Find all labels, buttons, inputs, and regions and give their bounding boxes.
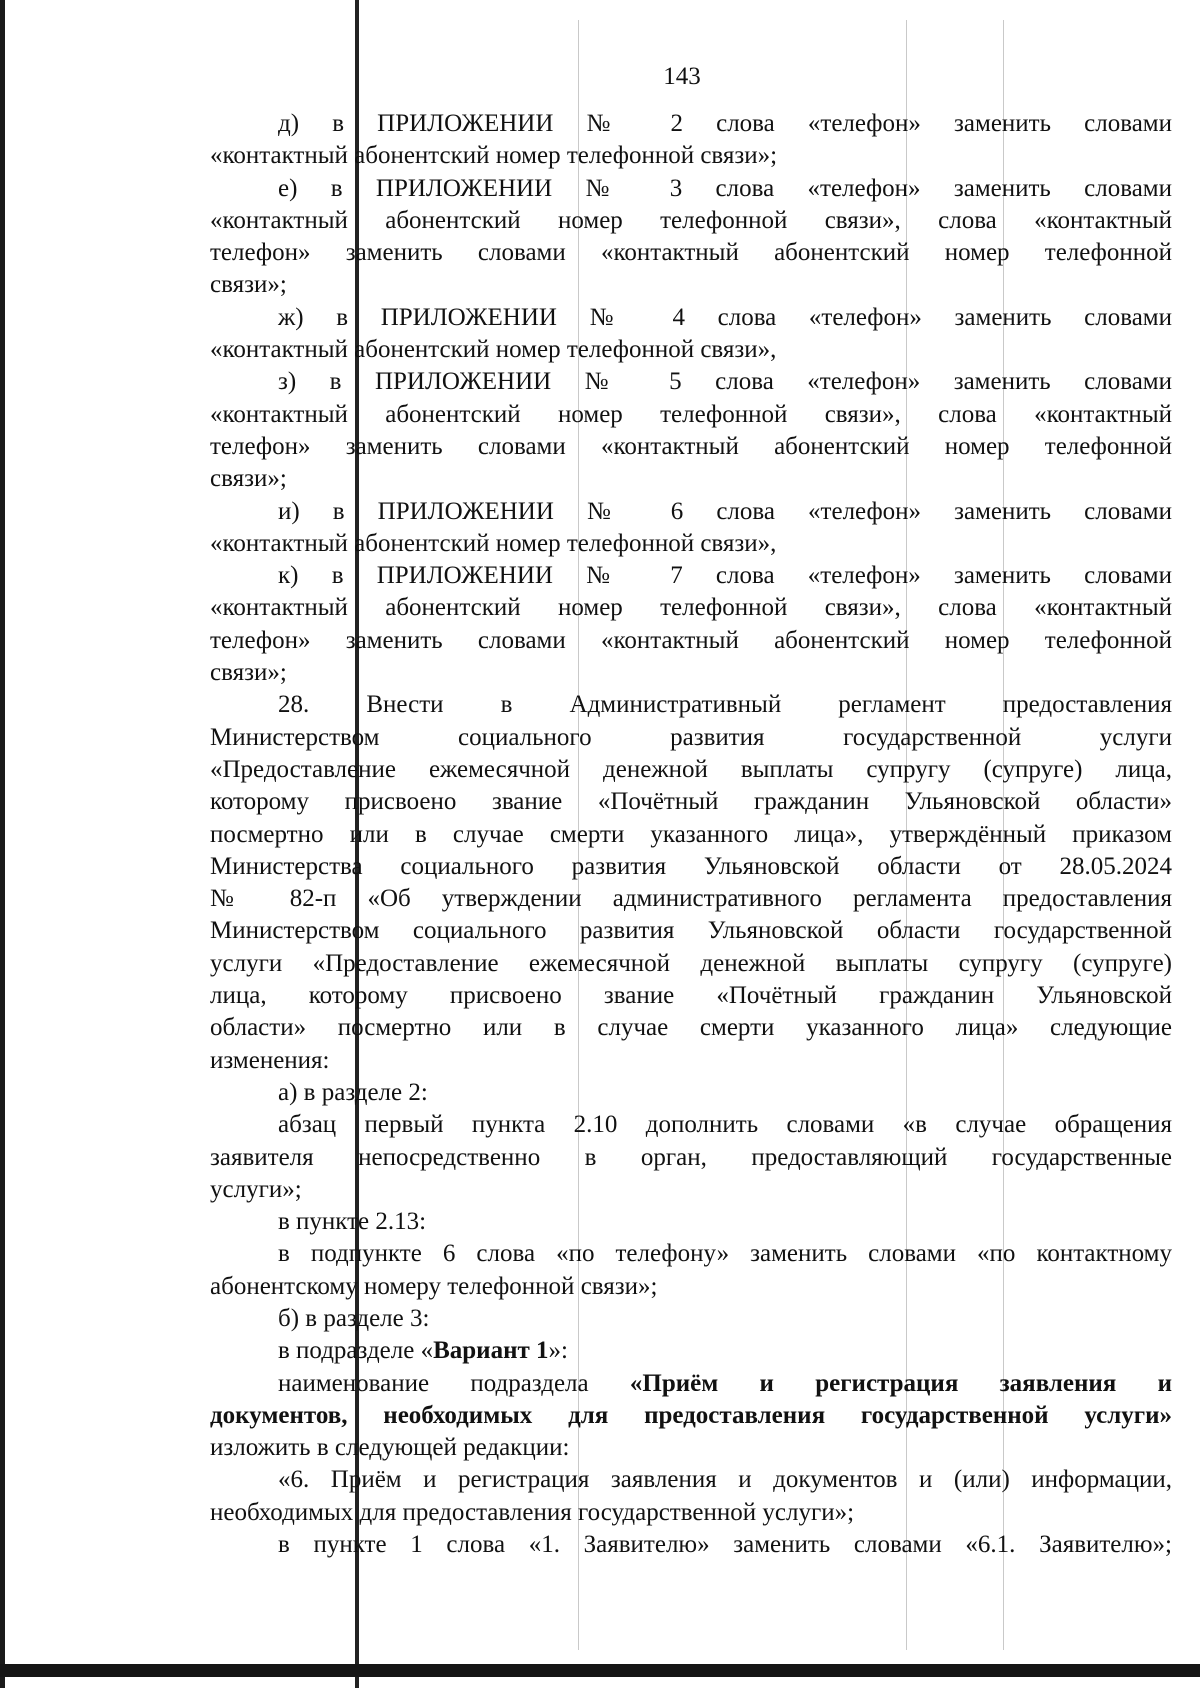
- bold-text: «Приём и регистрация заявления и: [629, 1369, 1172, 1397]
- text-line: «6. Приём и регистрация заявления и документов и (или) информации,: [278, 1466, 1172, 1494]
- text-line: б) в разделе 3:: [278, 1304, 430, 1332]
- text-line: «контактный абонентский номер телефонной связи»;: [210, 142, 778, 170]
- scan-bottom-edge: [0, 1664, 1200, 1677]
- item-e: [210, 173, 1172, 302]
- text-span: »:: [548, 1337, 568, 1365]
- text-line: в пункте 2.13:: [278, 1208, 427, 1236]
- item-zh: [210, 302, 1172, 367]
- paragraph-naming: [210, 1368, 1172, 1465]
- text-line: посмертно или в случае смерти указанного лица», утверждённый приказом: [210, 820, 1172, 848]
- item-i: [210, 496, 1172, 561]
- text-span: наименование подраздела: [278, 1369, 630, 1397]
- page-number: 143: [663, 63, 701, 90]
- paragraph-28: [210, 689, 1172, 1077]
- text-line: Министерством социального развития Ульяновской области государственной: [210, 917, 1172, 945]
- item-k: [210, 560, 1172, 689]
- text-line: 28. Внести в Административный регламент предоставления: [278, 691, 1172, 719]
- text-line: а) в разделе 2:: [278, 1078, 428, 1106]
- item-d: [210, 108, 1172, 173]
- text-line: связи»;: [210, 271, 287, 299]
- text-line: ж) в ПРИЛОЖЕНИИ № 4 слова «телефон» заменить словами: [278, 303, 1172, 331]
- text-line: з) в ПРИЛОЖЕНИИ № 5 слова «телефон» заменить словами: [278, 368, 1172, 396]
- text-line: телефон» заменить словами «контактный абонентский номер телефонной: [210, 626, 1172, 654]
- bold-text: Вариант 1: [433, 1337, 549, 1365]
- text-line: д) в ПРИЛОЖЕНИИ № 2 слова «телефон» заменить словами: [278, 110, 1172, 137]
- text-line: в подпункте 6 слова «по телефону» заменить словами «по контактному: [278, 1240, 1172, 1268]
- text-line: услуги «Предоставление ежемесячной денежной выплаты супругу (супруге): [210, 949, 1172, 977]
- paragraph-quote: [210, 1464, 1172, 1529]
- text-line: «контактный абонентский номер телефонной связи», слова «контактный: [210, 400, 1172, 428]
- text-line: «контактный абонентский номер телефонной связи», слова «контактный: [210, 594, 1172, 622]
- paragraph-abzac: [210, 1109, 1172, 1206]
- text-line: Министерством социального развития государственной услуги: [210, 723, 1172, 751]
- text-line: которому присвоено звание «Почётный гражданин Ульяновской области»: [210, 788, 1172, 816]
- text-line: «контактный абонентский номер телефонной связи», слова «контактный: [210, 206, 1172, 234]
- text-line: «контактный абонентский номер телефонной связи»,: [210, 529, 777, 557]
- paragraph-subpoint: [210, 1238, 1172, 1303]
- scan-left-edge: [0, 0, 5, 1688]
- text-line: необходимых для предоставления государственной услуги»;: [210, 1498, 855, 1526]
- text-line: к) в ПРИЛОЖЕНИИ № 7 слова «телефон» заменить словами: [278, 562, 1172, 590]
- text-line: «контактный абонентский номер телефонной связи»,: [210, 336, 777, 364]
- text-line: [210, 1368, 1172, 1400]
- document-body: [210, 108, 1172, 1561]
- text-line: и) в ПРИЛОЖЕНИИ № 6 слова «телефон» заменить словами: [278, 497, 1172, 525]
- text-line: телефон» заменить словами «контактный абонентский номер телефонной: [210, 432, 1172, 460]
- bold-text: документов, необходимых для предоставления государственной услуги»: [210, 1401, 1172, 1429]
- text-line: е) в ПРИЛОЖЕНИИ № 3 слова «телефон» заменить словами: [278, 174, 1172, 202]
- text-line: связи»;: [210, 659, 287, 687]
- text-line: Министерства социального развития Ульяновской области от 28.05.2024: [210, 852, 1172, 880]
- text-line: изменения:: [210, 1046, 330, 1074]
- text-line: изложить в следующей редакции:: [210, 1434, 570, 1462]
- text-line: лица, которому присвоено звание «Почётный гражданин Ульяновской: [210, 982, 1172, 1010]
- text-line: телефон» заменить словами «контактный абонентский номер телефонной: [210, 239, 1172, 267]
- text-line: «Предоставление ежемесячной денежной выплаты супругу (супруге) лица,: [210, 755, 1172, 783]
- text-line: области» посмертно или в случае смерти указанного лица» следующие: [210, 1014, 1172, 1042]
- text-line: связи»;: [210, 465, 287, 493]
- text-line: абзац первый пункта 2.10 дополнить словами «в случае обращения: [278, 1111, 1172, 1139]
- text-line: услуги»;: [210, 1175, 302, 1203]
- text-line: в пункте 1 слова «1. Заявителю» заменить словами «6.1. Заявителю»;: [278, 1531, 1172, 1559]
- text-span: в подразделе «: [278, 1337, 434, 1365]
- item-z: [210, 366, 1172, 495]
- text-line: абонентскому номеру телефонной связи»;: [210, 1272, 658, 1300]
- text-line: заявителя непосредственно в орган, предоставляющий государственные: [210, 1143, 1172, 1171]
- text-line: [210, 1335, 1172, 1367]
- text-line: № 82-п «Об утверждении административного регламента предоставления: [210, 885, 1172, 913]
